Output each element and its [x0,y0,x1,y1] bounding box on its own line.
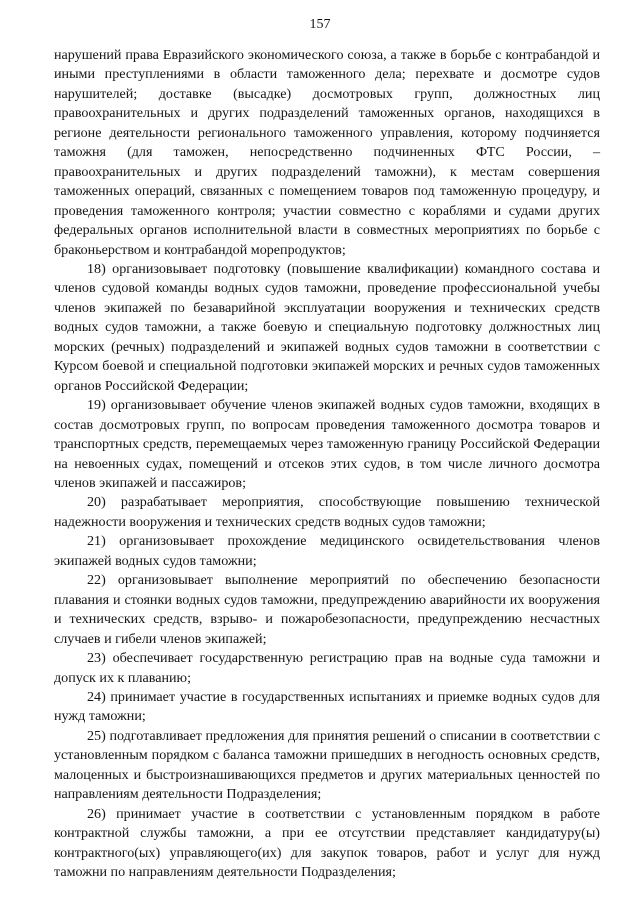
page-number: 157 [309,17,331,32]
paragraph-item-26: 26) принимает участие в соответствии с установленным порядком в работе контрактной службы таможни, а при ее отсутствии представляет кандидатуру(ы) контрактного(ых) управляющего(их) для закупок товаров, работ и услуг для нужд таможни по направлениям деятельности Подразделения; [54,805,600,881]
paragraph-item-19: 19) организовывает обучение членов экипажей водных судов таможни, входящих в состав досмотровых групп, по вопросам проведения таможенного досмотра товаров и транспортных средств, перемещаемых через таможенную границу Российской Федерации на невоенных судах, помещений и отсеков этих судов, в том числе личного досмотра членов экипажей и пассажиров; [54,397,600,491]
paragraph-item-20: 20) разрабатывает мероприятия, способствующие повышению технической надежности вооружения и технических средств водных судов таможни; [54,494,600,530]
paragraph-item-21: 21) организовывает прохождение медицинского освидетельствования членов экипажей водных судов таможни; [54,533,600,569]
paragraph-item-25: 25) подготавливает предложения для принятия решений о списании в соответствии с установленным порядком с баланса таможни пришедших в негодность основных средств, малоценных и быстроизнашивающихся предметов и других материальных ценностей по направлениям деятельности Подразделения; [54,727,600,803]
paragraph-item-18: 18) организовывает подготовку (повышение квалификации) командного состава и членов судовой команды водных судов таможни, проведение профессиональной учебы членов экипажей по безаварийной эксплуатации вооружения и технических средств водных судов таможни, а также боевую и специальную подготовку должностных лиц морских (речных) подразделений и экипажей водных судов таможни в соответствии с Курсом боевой и специальной подготовки экипажей морских и речных судов таможенных органов Российской Федерации; [54,260,600,394]
document-body [54,46,600,882]
paragraph-item-22: 22) организовывает выполнение мероприятий по обеспечению безопасности плавания и стоянки водных судов таможни, предупреждению аварийности их вооружения и технических средств, взрыво- и пожаробезопасности, предупреждению несчастных случаев и гибели членов экипажей; [54,572,600,647]
paragraph-item-24: 24) принимает участие в государственных испытаниях и приемке водных судов для нужд таможни; [54,688,600,725]
paragraph-item-23: 23) обеспечивает государственную регистрацию прав на водные суда таможни и допуск их к плаванию; [54,650,600,686]
paragraph-continuation: нарушений права Евразийского экономического союза, а также в борьбе с контрабандой и иными преступлениями в области таможенного дела; перехвате и досмотре судов нарушителей; доставке (высадке) досмотровых групп, должностных лиц правоохранительных и других подразделений таможенных органов, находящихся в регионе деятельности регионального таможенного управления, которому подчиняется таможня (для таможен, непосредственно подчиненных ФТС России, – правоохранительных и других подразделений таможни), к местам совершения таможенных операций, связанных с помещением товаров под таможенную процедуру, и проведения таможенного контроля; участии совместно с кораблями и судами других федеральных органов исполнительной власти в совместных мероприятиях по борьбе с браконьерством и контрабандой морепродуктов; [54,47,600,258]
